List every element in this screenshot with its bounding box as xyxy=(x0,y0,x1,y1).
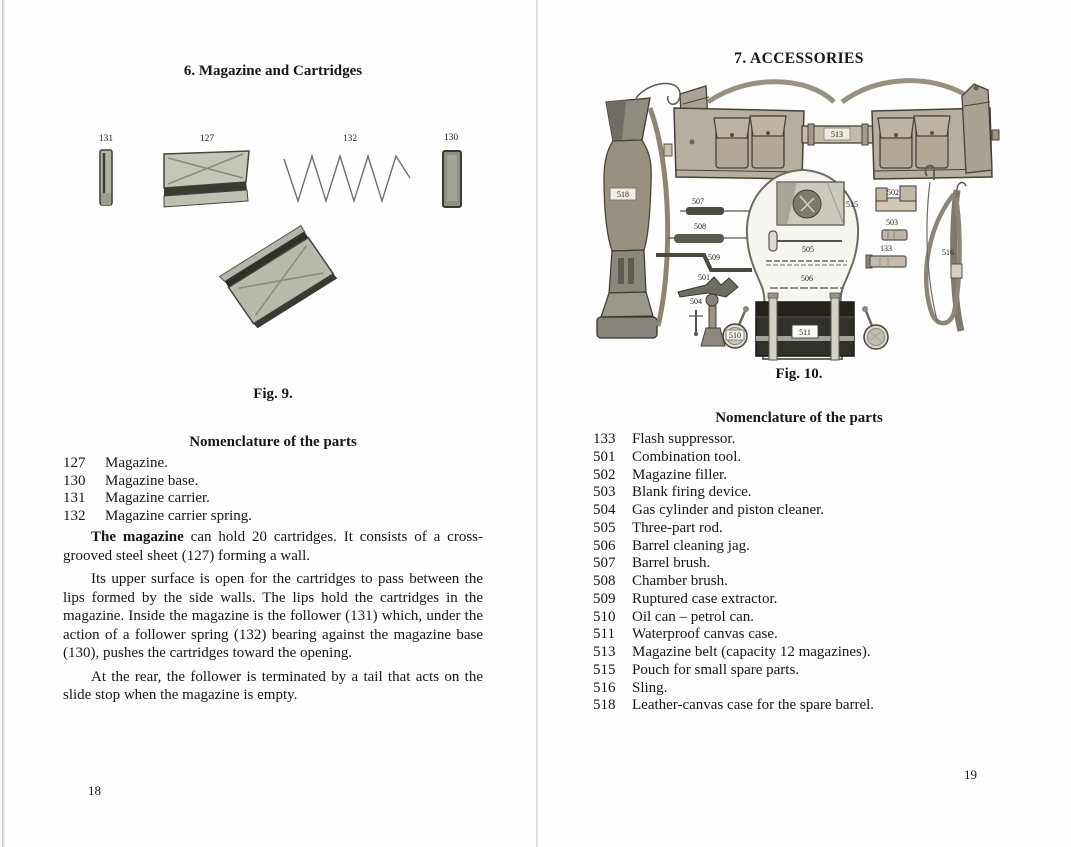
magazine-filler-item xyxy=(876,186,916,211)
part-name: Magazine filler. xyxy=(632,466,727,483)
ruptured-case-extractor-item xyxy=(656,253,752,270)
paragraph-lead-bold: The magazine xyxy=(91,529,184,545)
part-number: 508 xyxy=(593,573,616,589)
part-name: Magazine carrier spring. xyxy=(105,508,253,525)
waterproof-case-closed-item xyxy=(756,293,854,360)
part-number: 513 xyxy=(593,644,616,660)
flash-suppressor-item xyxy=(866,244,906,268)
fig9-magazine-parts-illustration xyxy=(60,125,490,340)
part-number: 515 xyxy=(593,661,616,678)
nomenclature-item xyxy=(593,555,1005,573)
part-name: Oil can – petrol can. xyxy=(632,608,755,625)
part-label-515: 515 xyxy=(846,200,858,209)
part-number: 127 xyxy=(63,455,86,471)
part-name: Sling. xyxy=(632,679,668,696)
part-label-505: 505 xyxy=(802,245,814,254)
part-name: Magazine. xyxy=(105,455,168,471)
right-nomenclature-list xyxy=(593,431,1005,715)
nomenclature-item xyxy=(593,697,1005,715)
part-label-516: 516 xyxy=(942,248,954,257)
left-page-body xyxy=(63,528,483,705)
right-page-title: 7. ACCESSORIES xyxy=(734,50,864,67)
part-number: 510 xyxy=(593,608,616,625)
part-number: 503 xyxy=(593,484,616,501)
magazine-carrier-spring-part xyxy=(284,134,410,201)
part-label-502: 502 xyxy=(887,188,899,197)
oil-can-item xyxy=(723,306,749,348)
nomenclature-item xyxy=(593,644,1005,662)
part-label-501: 501 xyxy=(698,273,710,282)
gas-cylinder-cleaner-item xyxy=(689,297,703,336)
right-page-number: 19 xyxy=(964,767,977,782)
part-label-509: 509 xyxy=(708,253,720,262)
magazine-base-part xyxy=(443,133,461,207)
left-page-number: 18 xyxy=(88,783,101,798)
part-number: 504 xyxy=(593,502,616,518)
part-label-506: 506 xyxy=(801,274,813,283)
part-number: 507 xyxy=(593,555,616,572)
part-name: Leather-canvas case for the spare barrel. xyxy=(632,697,875,714)
part-label-132: 132 xyxy=(342,134,358,144)
barrel-brush-item xyxy=(680,197,756,215)
part-name: Waterproof canvas case. xyxy=(632,626,778,643)
nomenclature-item xyxy=(593,467,1005,485)
part-name: Pouch for small spare parts. xyxy=(632,661,800,678)
part-number: 502 xyxy=(593,466,616,483)
oiler-funnel-item xyxy=(701,294,725,346)
part-label-503: 503 xyxy=(886,218,898,227)
part-name: Ruptured case extractor. xyxy=(632,590,778,607)
part-label-511: 511 xyxy=(799,328,811,337)
assembled-magazine-tilted xyxy=(219,224,337,331)
part-number: 132 xyxy=(63,508,86,525)
combination-tool-item xyxy=(678,273,738,297)
nomenclature-item xyxy=(63,508,483,526)
paragraph-lead-rest: can hold 20 cartridges. It consists of a cross-grooved steel sheet (127) forming a wall. xyxy=(63,529,484,564)
part-label-510: 510 xyxy=(729,331,741,340)
part-label-513: 513 xyxy=(831,130,843,139)
part-label-130: 130 xyxy=(443,133,459,143)
part-label-508: 508 xyxy=(694,222,706,231)
part-number: 509 xyxy=(593,590,616,607)
magazine-carrier-part xyxy=(99,134,114,205)
nomenclature-item xyxy=(63,473,483,491)
nomenclature-item xyxy=(593,520,1005,538)
part-name: Blank firing device. xyxy=(632,484,752,501)
nomenclature-item xyxy=(593,573,1005,591)
part-name: Magazine belt (capacity 12 magazines). xyxy=(632,644,871,660)
part-number: 516 xyxy=(593,679,616,696)
blank-firing-device-item xyxy=(882,218,907,240)
part-number: 506 xyxy=(593,537,616,554)
scan-left-edge xyxy=(2,0,5,847)
nomenclature-item xyxy=(593,484,1005,502)
part-name: Chamber brush. xyxy=(632,573,728,589)
part-label-127: 127 xyxy=(199,134,215,144)
nomenclature-item xyxy=(593,662,1005,680)
nomenclature-item xyxy=(63,490,483,508)
part-name: Magazine carrier. xyxy=(105,490,210,507)
part-name: Magazine base. xyxy=(105,472,199,489)
paragraph-upper-surface: Its upper surface is open for the cartridges to pass between the lips formed by the side walls. The lips hold the cartridges in the magazine. Inside the magazine is the follower (131) which, under the action of a follower spring (132) bearing against the magazine base (130), pushes the cartridges toward the opening. xyxy=(63,571,483,661)
part-label-504: 504 xyxy=(690,297,702,306)
page-gutter-line xyxy=(536,0,538,847)
fig9-caption: Fig. 9. xyxy=(253,386,293,402)
part-name: Flash suppressor. xyxy=(632,431,736,447)
oil-can-right-item xyxy=(862,306,888,349)
part-name: Barrel brush. xyxy=(632,555,711,572)
nomenclature-item xyxy=(593,431,1005,449)
nomenclature-item xyxy=(593,626,1005,644)
spare-barrel-case xyxy=(597,83,680,338)
part-number: 133 xyxy=(593,431,616,447)
nomenclature-item xyxy=(593,538,1005,556)
nomenclature-item xyxy=(593,449,1005,467)
part-label-518: 518 xyxy=(617,190,629,199)
magazine-body-part xyxy=(164,134,249,207)
left-nomenclature-list xyxy=(63,455,483,526)
left-nomenclature-heading: Nomenclature of the parts xyxy=(189,434,357,450)
part-name: Combination tool. xyxy=(632,448,742,465)
part-number: 518 xyxy=(593,697,616,714)
part-number: 501 xyxy=(593,448,616,465)
part-name: Barrel cleaning jag. xyxy=(632,537,750,554)
part-number: 511 xyxy=(593,626,615,643)
part-name: Gas cylinder and piston cleaner. xyxy=(632,502,825,518)
nomenclature-item xyxy=(63,455,483,473)
nomenclature-item xyxy=(593,680,1005,698)
paragraph-follower-tail: At the rear, the follower is terminated by a tail that acts on the slide stop when the magazine is empty. xyxy=(63,668,483,703)
fig10-accessories-illustration xyxy=(580,78,1020,366)
magazine-belt-assembly xyxy=(674,81,999,179)
fig10-caption: Fig. 10. xyxy=(775,366,823,382)
part-number: 130 xyxy=(63,472,86,489)
right-nomenclature-heading: Nomenclature of the parts xyxy=(715,410,883,426)
part-number: 131 xyxy=(63,490,86,507)
nomenclature-item xyxy=(593,502,1005,520)
part-number: 505 xyxy=(593,519,616,536)
nomenclature-item xyxy=(593,609,1005,627)
left-page-title: 6. Magazine and Cartridges xyxy=(183,63,363,79)
part-label-131: 131 xyxy=(98,134,114,144)
part-label-507: 507 xyxy=(692,197,704,206)
part-label-133: 133 xyxy=(880,244,892,253)
paragraph-magazine-capacity xyxy=(63,528,483,565)
part-name: Three-part rod. xyxy=(632,519,723,536)
sling-item xyxy=(925,166,966,331)
nomenclature-item xyxy=(593,591,1005,609)
